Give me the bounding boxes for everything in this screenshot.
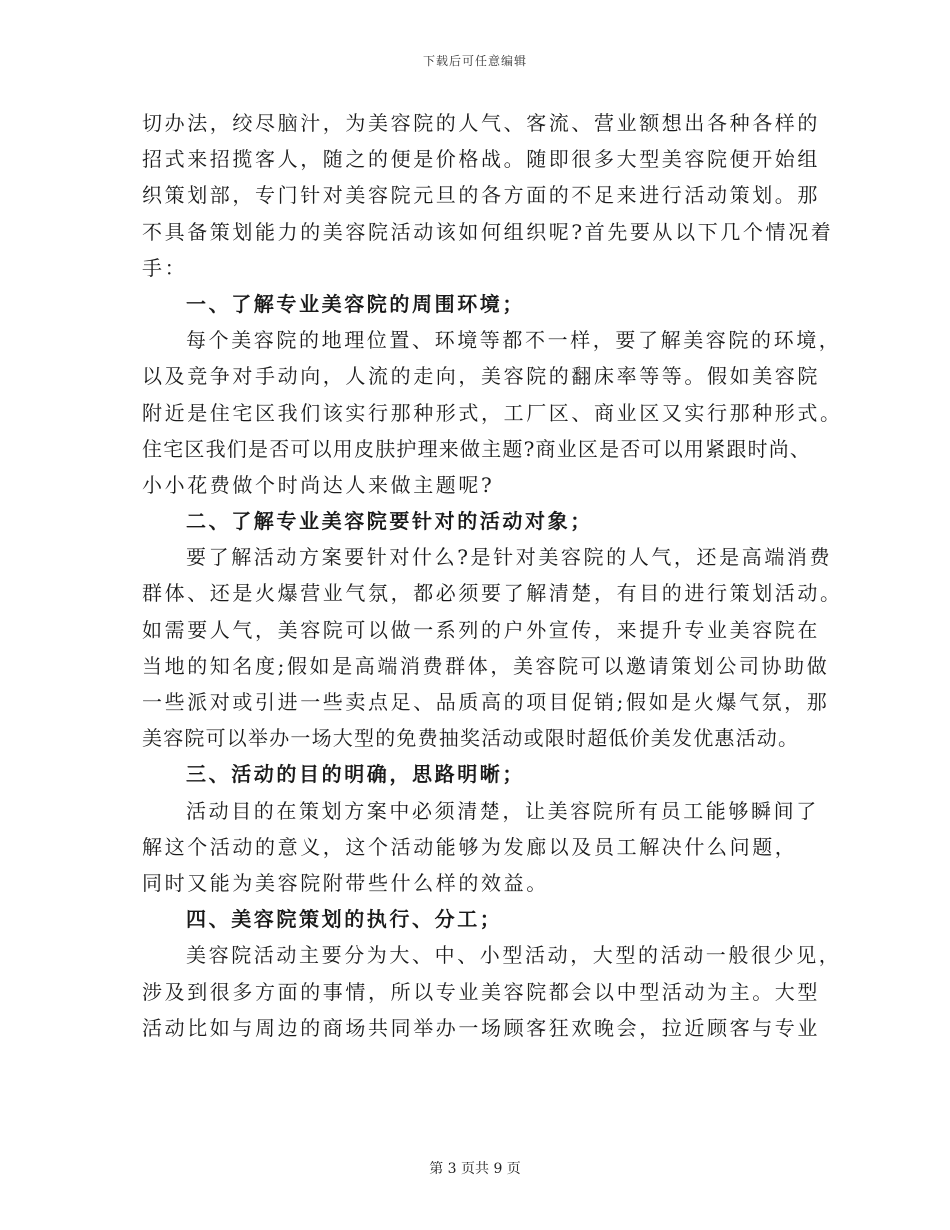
body-line: 住宅区我们是否可以用皮肤护理来做主题?商业区是否可以用紧跟时尚、 <box>142 436 812 461</box>
body-line: 不具备策划能力的美容院活动该如何组织呢?首先要从以下几个情况着 <box>142 219 834 244</box>
body-line: 如需要人气，美容院可以做一系列的户外宣传，来提升专业美容院在 <box>142 617 820 642</box>
section-heading-4: 四、美容院策划的执行、分工； <box>186 907 503 932</box>
body-line: 同时又能为美容院附带些什么样的效益。 <box>142 870 549 895</box>
body-line: 以及竞争对手动向，人流的走向，美容院的翻床率等等。假如美容院 <box>142 364 820 389</box>
page-footer: 第 3 页共 9 页 <box>429 1161 521 1177</box>
document-body <box>142 105 843 1046</box>
body-line: 一些派对或引进一些卖点足、品质高的项目促销;假如是火爆气氛，那 <box>142 690 830 714</box>
body-line: 切办法，绞尽脑汁，为美容院的人气、客流、营业额想出各种各样的 <box>142 111 820 135</box>
body-line: 招式来招揽客人，随之的便是价格战。随即很多大型美容院便开始组 <box>142 147 820 172</box>
body-line: 当地的知名度;假如是高端消费群体，美容院可以邀请策划公司协助做 <box>142 653 830 678</box>
body-line: 活动比如与周边的商场共同举办一场顾客狂欢晚会，拉近顾客与专业 <box>142 1015 820 1040</box>
body-line: 涉及到很多方面的事情，所以专业美容院都会以中型活动为主。大型 <box>142 979 820 1004</box>
body-line: 要了解活动方案要针对什么?是针对美容院的人气，还是高端消费 <box>186 545 833 570</box>
body-line: 每个美容院的地理位置、环境等都不一样，要了解美容院的环境， <box>186 328 842 353</box>
body-line: 群体、还是火爆营业气氛，都必须要了解清楚，有目的进行策划活动。 <box>142 581 843 606</box>
section-heading-1: 一、了解专业美容院的周围环境； <box>186 291 525 316</box>
body-line: 美容院活动主要分为大、中、小型活动，大型的活动一般很少见， <box>186 943 842 968</box>
body-line: 附近是住宅区我们该实行那种形式，工厂区、商业区又实行那种形式。 <box>142 400 843 425</box>
body-line: 小小花费做个时尚达人来做主题呢? <box>142 472 495 497</box>
body-line: 织策划部，专门针对美容院元旦的各方面的不足来进行活动策划。那 <box>142 183 820 208</box>
body-line: 解这个活动的意义，这个活动能够为发廊以及员工解决什么问题， <box>142 834 798 859</box>
page-header: 下载后可任意编辑 <box>422 54 527 68</box>
body-line: 活动目的在策划方案中必须清楚，让美容院所有员工能够瞬间了 <box>186 798 819 823</box>
body-line: 美容院可以举办一场大型的免费抽奖活动或限时超低价美发优惠活动。 <box>142 726 800 751</box>
section-heading-3: 三、活动的目的明确，思路明晰； <box>186 762 525 787</box>
body-line: 手： <box>142 255 188 280</box>
section-heading-2: 二、了解专业美容院要针对的活动对象； <box>186 509 593 534</box>
